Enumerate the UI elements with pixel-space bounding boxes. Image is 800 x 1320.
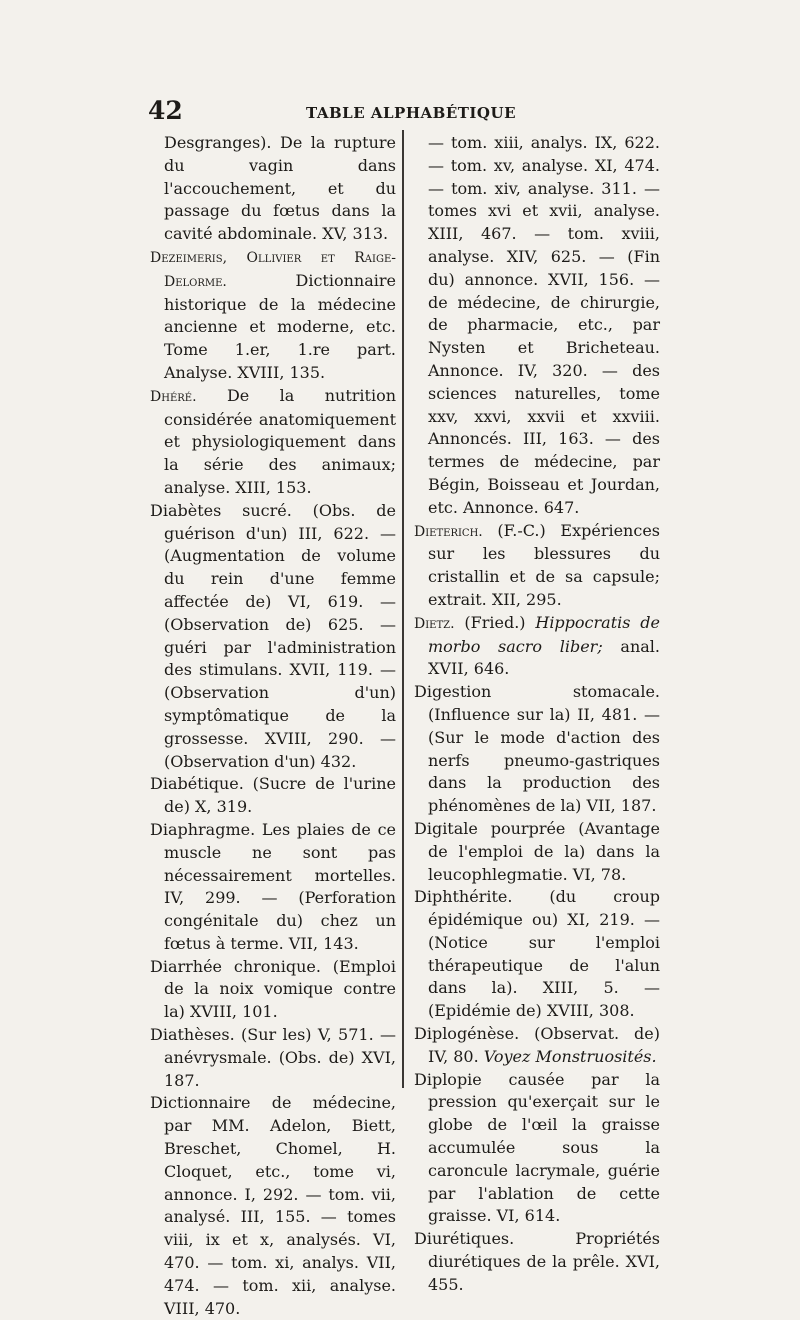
index-entry <box>414 612 660 681</box>
entry-heading: Dietz. <box>414 615 455 632</box>
entry-text: (Fried.) <box>454 612 536 632</box>
index-entry-continued <box>150 132 396 246</box>
entry-text: Diaphragme. Les plaies de ce muscle ne sont pas nécessairement mortelles. IV, 299. — (Perforation congénitale du) chez un fœtus à terme. VII, 143. <box>150 819 396 953</box>
entry-text: De la nutrition considérée anatomiquement et physiologiquement dans la série des animaux; analyse. XIII, 153. <box>164 385 396 497</box>
entry-text: (F.-C.) Expériences sur les blessures du cristallin et de sa capsule; extrait. XII, 295. <box>428 520 660 609</box>
index-entry <box>414 886 660 1023</box>
index-entry <box>414 818 660 886</box>
index-entry <box>414 1069 660 1229</box>
entry-text: Desgranges). De la rupture du vagin dans l'accouchement, et du passage du fœtus dans la cavité abdominale. XV, 313. <box>164 133 396 244</box>
entry-text: Diphthérite. (du croup épidémique ou) XI, 219. — (Notice sur l'emploi thérapeutique de l'alun dans la). XIII, 5. — (Epidémie de) XVIII, 308. <box>414 887 660 1021</box>
entry-text: Diathèses. (Sur les) V, 571. — anévrysmale. (Obs. de) XVI, 187. <box>150 1025 396 1090</box>
entry-text: Diarrhée chronique. (Emploi de la noix vomique contre la) XVIII, 101. <box>150 956 396 1022</box>
index-entry <box>150 956 396 1024</box>
index-entry <box>150 500 396 774</box>
entry-text: Digitale pourprée (Avantage de l'emploi de la) dans la leucophlegmatie. VI, 78. <box>414 818 660 884</box>
left-column <box>150 132 396 1320</box>
entry-italic-text: Hippocratis de morbo sacro liber; <box>428 612 660 656</box>
index-entry <box>414 681 660 818</box>
index-entry <box>150 1092 396 1320</box>
right-column <box>414 132 660 1297</box>
entry-text: Dictionnaire historique de la médecine ancienne et moderne, etc. Tome 1.er, 1.re part. Analyse. XVIII, 135. <box>164 270 396 382</box>
entry-text: Digestion stomacale. (Influence sur la) II, 481. — (Sur le mode d'action des nerfs pneumo-gastriques dans la production des phénomènes de la) VII, 187. <box>414 682 660 816</box>
running-title: TABLE ALPHABÉTIQUE <box>306 104 517 122</box>
index-entry-continued <box>414 132 660 520</box>
index-entry <box>150 246 396 385</box>
entry-text: Dictionnaire de médecine, par MM. Adelon, Biett, Breschet, Chomel, H. Cloquet, etc., tome vi, annonce. I, 292. — tom. vii, analysé. III, 155. — tomes viii, ix et x, analysés. VI, 470. — tom. xi, analys. VII, 474. — tom. xii, analyse. VIII, 470. <box>150 1093 396 1318</box>
entry-heading: Dieterich. <box>414 523 483 540</box>
index-entry <box>414 1228 660 1296</box>
entry-heading: Dezeimeris, Ollivier et Raige-Delorme. <box>150 249 396 290</box>
page-header <box>148 96 668 132</box>
entry-tail-text: anal. XVII, 646. <box>428 636 661 679</box>
index-entry <box>414 1023 660 1069</box>
index-entry <box>150 819 396 956</box>
index-entry <box>150 773 396 819</box>
index-entry <box>150 385 396 500</box>
index-entry <box>150 1024 396 1092</box>
entry-heading: Dhéré. <box>150 388 197 405</box>
index-entry <box>414 520 660 612</box>
entry-text: Diurétiques. Propriétés diurétiques de la prêle. XVI, 455. <box>414 1229 660 1294</box>
entry-text: Diabétique. (Sucre de l'urine de) X, 319. <box>150 774 396 817</box>
entry-text: Diabètes sucré. (Obs. de guérison d'un) III, 622. — (Augmentation de volume du rein d'une femme affectée de) VI, 619. — (Observation de) 625. — guéri par l'administration des stimulans. XVII, 119. — (Observation d'un) symptômatique de la grossesse. XVIII, 290. — (Observation d'un) 432. <box>150 500 396 771</box>
page-number: 42 <box>148 96 183 125</box>
entry-text: Diplogénèse. (Observat. de) IV, 80. <box>414 1024 660 1066</box>
entry-text: — tom. xiii, analys. IX, 622. — tom. xv, analyse. XI, 474. — tom. xiv, analyse. 311. — tomes xvi et xvii, analyse. XIII, 467. — tom. xviii, analyse. XIV, 625. — (Fin du) annonce. XVII, 156. — de médecine, de chirurgie, de pharmacie, etc., par Nysten et Bricheteau. Annonce. IV, 320. — des sciences naturelles, tome xxv, xxvi, xxvii et xxviii. Annoncés. III, 163. — des termes de médecine, par Bégin, Boisseau et Jourdan, etc. Annonce. 647. <box>428 133 660 517</box>
entry-italic-text: Voyez Monstruosités. <box>483 1046 657 1066</box>
column-divider <box>402 130 404 1088</box>
entry-text: Diplopie causée par la pression qu'exerçait sur le globe de l'œil la graisse accumulée sous la caroncule lacrymale, guérie par l'ablation de cette graisse. VI, 614. <box>414 1069 660 1226</box>
